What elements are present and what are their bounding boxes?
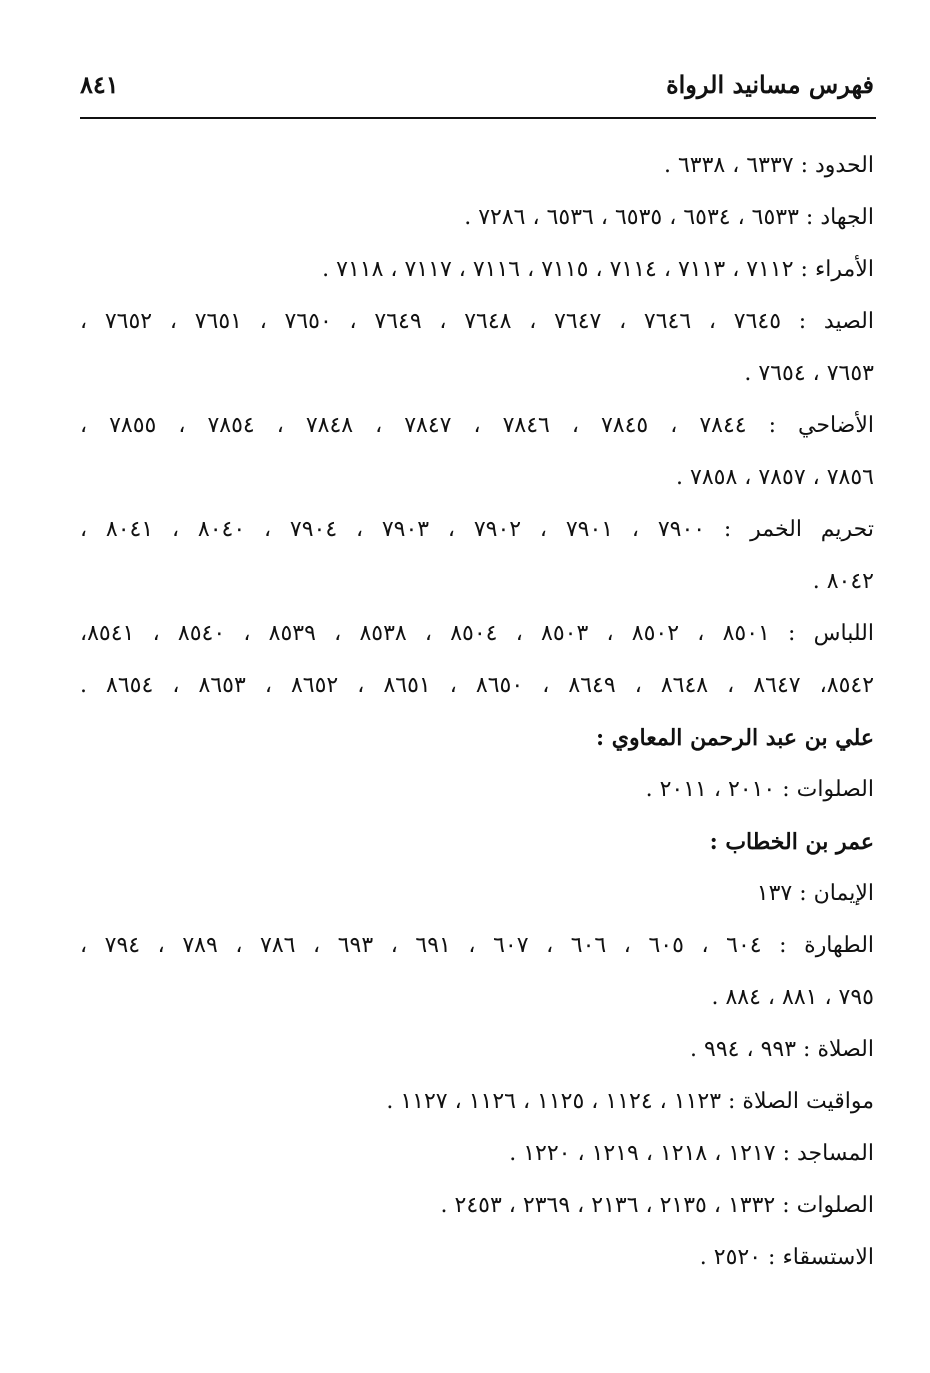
index-line: ٧٨٥٦ ، ٧٨٥٧ ، ٧٨٥٨ .: [676, 465, 874, 490]
index-line: الصلوات : ٢٠١٠ ، ٢٠١١ .: [645, 777, 874, 802]
index-line: ٨٥٤٢، ٨٦٤٧ ، ٨٦٤٨ ، ٨٦٤٩ ، ٨٦٥٠ ، ٨٦٥١ ، ٨٦٥٢ ، ٨٦٥٣ ، ٨٦٥٤ .: [80, 673, 874, 698]
index-line: ٧٦٥٣ ، ٧٦٥٤ .: [744, 361, 874, 386]
index-line: الأضاحي : ٧٨٤٤ ، ٧٨٤٥ ، ٧٨٤٦ ، ٧٨٤٧ ، ٧٨٤٨ ، ٧٨٥٤ ، ٧٨٥٥ ،: [80, 413, 874, 438]
index-line: الصلاة : ٩٩٣ ، ٩٩٤ .: [690, 1037, 874, 1062]
index-line: الصيد : ٧٦٤٥ ، ٧٦٤٦ ، ٧٦٤٧ ، ٧٦٤٨ ، ٧٦٤٩ ، ٧٦٥٠ ، ٧٦٥١ ، ٧٦٥٢ ،: [80, 309, 874, 334]
index-line: الطهارة : ٦٠٤ ، ٦٠٥ ، ٦٠٦ ، ٦٠٧ ، ٦٩١ ، ٦٩٣ ، ٧٨٦ ، ٧٨٩ ، ٧٩٤ ،: [80, 933, 874, 958]
running-title: فهرس مسانيد الرواة: [666, 70, 874, 99]
index-line: مواقيت الصلاة : ١١٢٣ ، ١١٢٤ ، ١١٢٥ ، ١١٢٦ ، ١١٢٧ .: [386, 1089, 874, 1114]
index-line: ٨٠٤٢ .: [812, 569, 874, 594]
narrator-heading: علي بن عبد الرحمن المعاوي :: [595, 725, 874, 751]
narrator-heading: عمر بن الخطاب :: [709, 829, 874, 855]
index-line: الأمراء : ٧١١٢ ، ٧١١٣ ، ٧١١٤ ، ٧١١٥ ، ٧١١٦ ، ٧١١٧ ، ٧١١٨ .: [322, 257, 874, 282]
index-line: الحدود : ٦٣٣٧ ، ٦٣٣٨ .: [663, 153, 874, 178]
index-line: الجهاد : ٦٥٣٣ ، ٦٥٣٤ ، ٦٥٣٥ ، ٦٥٣٦ ، ٧٢٨٦ .: [464, 205, 874, 230]
index-line: الإيمان : ١٣٧: [756, 881, 874, 906]
index-line: تحريم الخمر : ٧٩٠٠ ، ٧٩٠١ ، ٧٩٠٢ ، ٧٩٠٣ ، ٧٩٠٤ ، ٨٠٤٠ ، ٨٠٤١ ،: [80, 517, 874, 542]
index-line: المساجد : ١٢١٧ ، ١٢١٨ ، ١٢١٩ ، ١٢٢٠ .: [509, 1141, 874, 1166]
page-number: ٨٤١: [80, 70, 119, 99]
index-content: [80, 140, 874, 1284]
page-header: [80, 70, 874, 110]
index-line: الاستسقاء : ٢٥٢٠ .: [699, 1245, 874, 1270]
index-line: اللباس : ٨٥٠١ ، ٨٥٠٢ ، ٨٥٠٣ ، ٨٥٠٤ ، ٨٥٣٨ ، ٨٥٣٩ ، ٨٥٤٠ ، ٨٥٤١،: [80, 621, 874, 646]
index-line: ٧٩٥ ، ٨٨١ ، ٨٨٤ .: [711, 985, 874, 1010]
header-rule: [80, 117, 876, 119]
index-line: الصلوات : ١٣٣٢ ، ٢١٣٥ ، ٢١٣٦ ، ٢٣٦٩ ، ٢٤٥٣ .: [440, 1193, 874, 1218]
